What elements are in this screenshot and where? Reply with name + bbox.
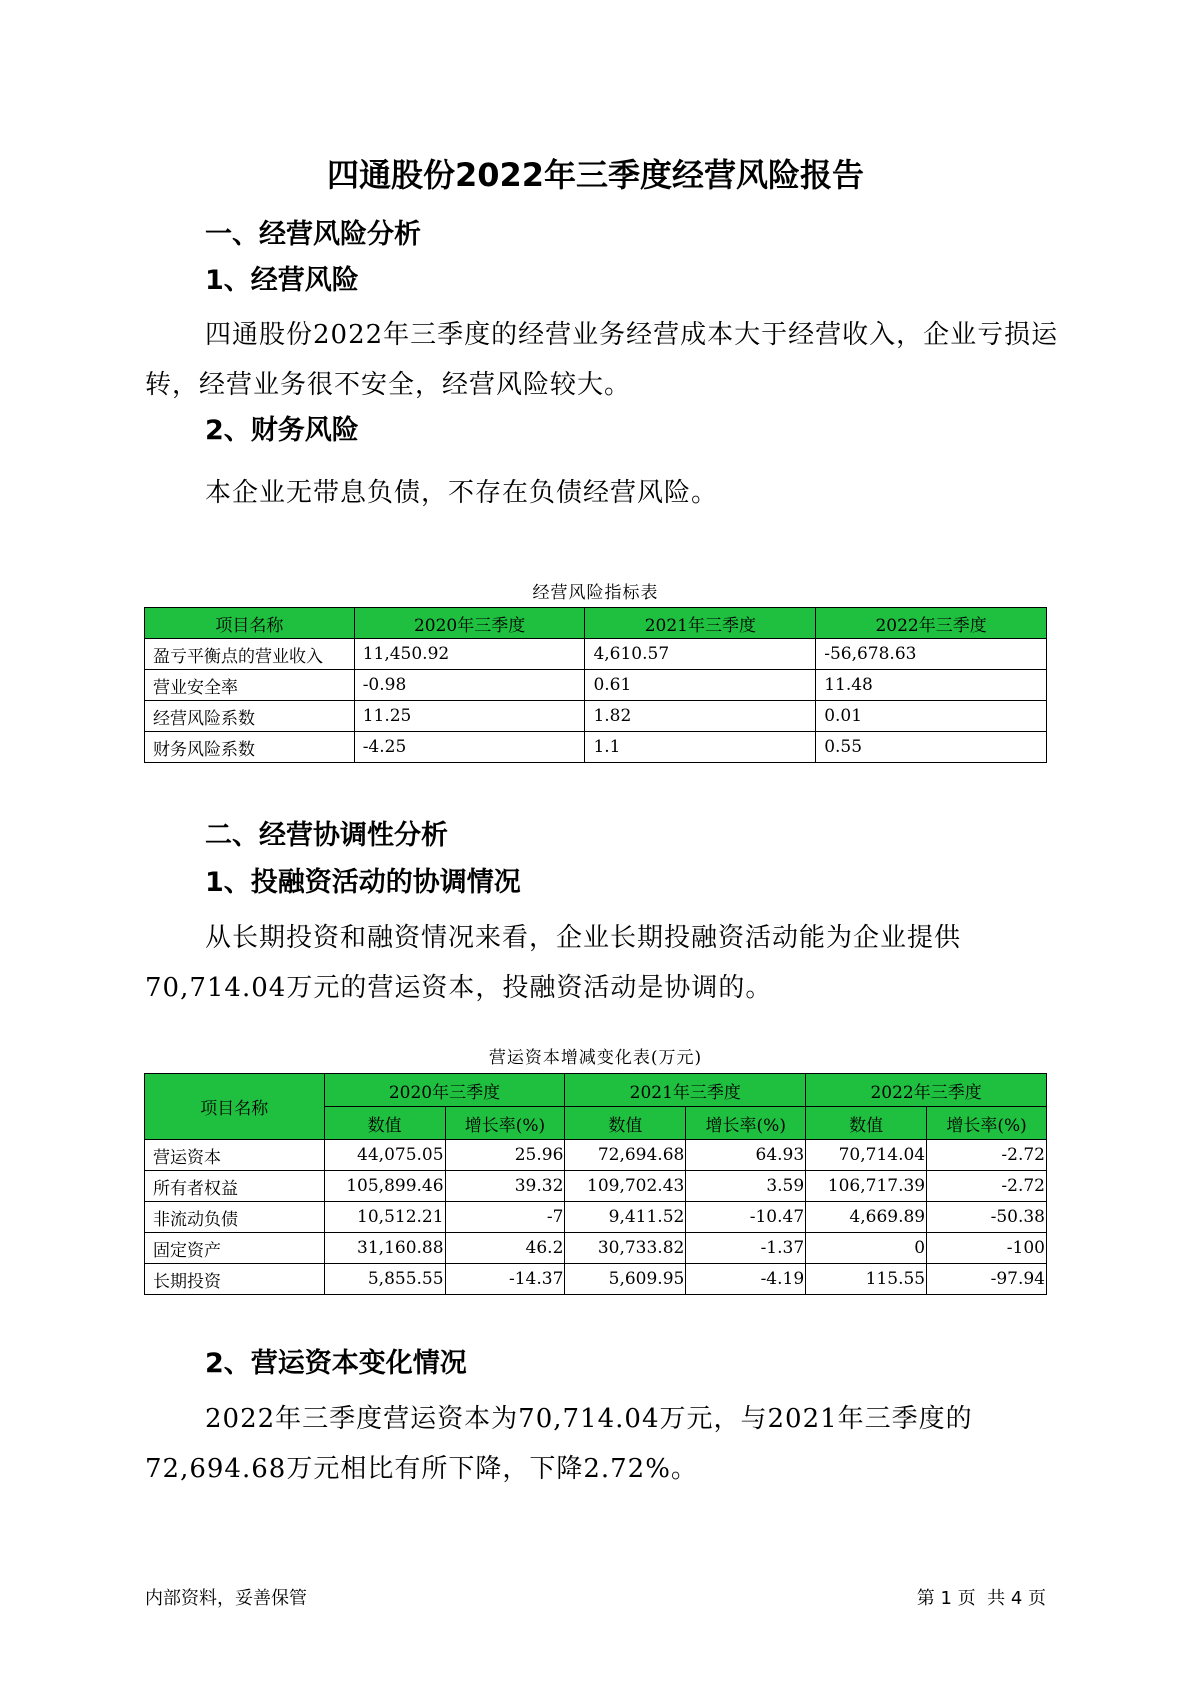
- table2-header-cell: 2022年三季度: [806, 1074, 1047, 1107]
- table-cell: 72,694.68: [565, 1140, 686, 1171]
- table2-subheader-cell: 增长率(%): [445, 1107, 565, 1140]
- table2-header-cell: 项目名称: [145, 1074, 325, 1140]
- table-cell: 5,855.55: [324, 1264, 445, 1295]
- section2-heading: 二、经营协调性分析: [205, 820, 448, 851]
- table-cell: 106,717.39: [806, 1171, 927, 1202]
- table-cell: -2.72: [927, 1171, 1047, 1202]
- table-cell: 11.25: [354, 701, 585, 732]
- section2-sub2-heading: 2、营运资本变化情况: [205, 1348, 467, 1379]
- table-cell: 39.32: [445, 1171, 565, 1202]
- table-cell: 105,899.46: [324, 1171, 445, 1202]
- table2-subheader-cell: 数值: [324, 1107, 445, 1140]
- table2-subheader-cell: 数值: [565, 1107, 686, 1140]
- table-cell: 所有者权益: [145, 1171, 325, 1202]
- section1-sub2-heading: 2、财务风险: [205, 415, 359, 446]
- table-cell: 70,714.04: [806, 1140, 927, 1171]
- table-cell: 4,669.89: [806, 1202, 927, 1233]
- table-cell: -0.98: [354, 670, 585, 701]
- table-cell: -50.38: [927, 1202, 1047, 1233]
- table-cell: 25.96: [445, 1140, 565, 1171]
- table-cell: -14.37: [445, 1264, 565, 1295]
- table-cell: 115.55: [806, 1264, 927, 1295]
- table-row: [145, 639, 1047, 670]
- table2-subheader-cell: 数值: [806, 1107, 927, 1140]
- table-cell: -7: [445, 1202, 565, 1233]
- section1-sub1-text: 四通股份2022年三季度的经营业务经营成本大于经营收入，企业亏损运转，经营业务很不安全，经营风险较大。: [145, 320, 1059, 400]
- table2-header-cell: 2021年三季度: [565, 1074, 806, 1107]
- table-cell: -4.19: [686, 1264, 806, 1295]
- table-cell: 64.93: [686, 1140, 806, 1171]
- table-cell: 盈亏平衡点的营业收入: [145, 639, 355, 670]
- table-cell: 经营风险系数: [145, 701, 355, 732]
- table-cell: 31,160.88: [324, 1233, 445, 1264]
- table-cell: -56,678.63: [816, 639, 1047, 670]
- table-cell: 3.59: [686, 1171, 806, 1202]
- section2-sub1-heading: 1、投融资活动的协调情况: [205, 867, 521, 898]
- table2-subheader-cell: 增长率(%): [686, 1107, 806, 1140]
- table-cell: -4.25: [354, 732, 585, 763]
- table-cell: 109,702.43: [565, 1171, 686, 1202]
- table-cell: 10,512.21: [324, 1202, 445, 1233]
- table-cell: -2.72: [927, 1140, 1047, 1171]
- table-row: [145, 1171, 1047, 1202]
- table2-header-cell: 2020年三季度: [324, 1074, 565, 1107]
- page-title: 四通股份2022年三季度经营风险报告: [326, 156, 865, 194]
- table-cell: -100: [927, 1233, 1047, 1264]
- table-cell: 0.61: [585, 670, 816, 701]
- table2-subheader-cell: 增长率(%): [927, 1107, 1047, 1140]
- footer-note: 内部资料，妥善保管: [145, 1588, 307, 1609]
- table-cell: -1.37: [686, 1233, 806, 1264]
- table-cell: 0.01: [816, 701, 1047, 732]
- table-row: [145, 1202, 1047, 1233]
- table-cell: 固定资产: [145, 1233, 325, 1264]
- table2-caption: 营运资本增减变化表(万元): [488, 1048, 703, 1068]
- table-cell: 0.55: [816, 732, 1047, 763]
- table-cell: 营运资本: [145, 1140, 325, 1171]
- section1-sub2-text: 本企业无带息负债，不存在负债经营风险。: [205, 478, 719, 508]
- risk-indicator-table: [144, 607, 1047, 763]
- table-row: [145, 1140, 1047, 1171]
- page-number: 第 1 页 共 4 页: [916, 1588, 1046, 1609]
- table-cell: 46.2: [445, 1233, 565, 1264]
- table-row: [145, 732, 1047, 763]
- table-cell: 1.82: [585, 701, 816, 732]
- table-row: [145, 1233, 1047, 1264]
- section2-sub2-text: 2022年三季度营运资本为70,714.04万元，与2021年三季度的72,694.68万元相比有所下降，下降2.72%。: [145, 1404, 973, 1484]
- table1-header-cell: 项目名称: [145, 608, 355, 639]
- table-cell: 44,075.05: [324, 1140, 445, 1171]
- table-row: [145, 1264, 1047, 1295]
- table-cell: 非流动负债: [145, 1202, 325, 1233]
- table1-header-cell: 2022年三季度: [816, 608, 1047, 639]
- table-cell: 9,411.52: [565, 1202, 686, 1233]
- table1-caption: 经营风险指标表: [532, 583, 659, 603]
- table-cell: 4,610.57: [585, 639, 816, 670]
- table-cell: 长期投资: [145, 1264, 325, 1295]
- table-row: [145, 670, 1047, 701]
- table-cell: 11.48: [816, 670, 1047, 701]
- table-cell: -97.94: [927, 1264, 1047, 1295]
- table1-header-cell: 2021年三季度: [585, 608, 816, 639]
- section1-sub1-heading: 1、经营风险: [205, 265, 359, 296]
- table-cell: 11,450.92: [354, 639, 585, 670]
- table-cell: -10.47: [686, 1202, 806, 1233]
- table-cell: 财务风险系数: [145, 732, 355, 763]
- section1-heading: 一、经营风险分析: [205, 219, 421, 250]
- table-cell: 营业安全率: [145, 670, 355, 701]
- table-cell: 5,609.95: [565, 1264, 686, 1295]
- table-row: [145, 701, 1047, 732]
- table-cell: 0: [806, 1233, 927, 1264]
- table-cell: 30,733.82: [565, 1233, 686, 1264]
- table-cell: 1.1: [585, 732, 816, 763]
- section2-sub1-text: 从长期投资和融资情况来看，企业长期投融资活动能为企业提供70,714.04万元的营运资本，投融资活动是协调的。: [145, 923, 962, 1003]
- working-capital-table: [144, 1073, 1047, 1295]
- table1-header-cell: 2020年三季度: [354, 608, 585, 639]
